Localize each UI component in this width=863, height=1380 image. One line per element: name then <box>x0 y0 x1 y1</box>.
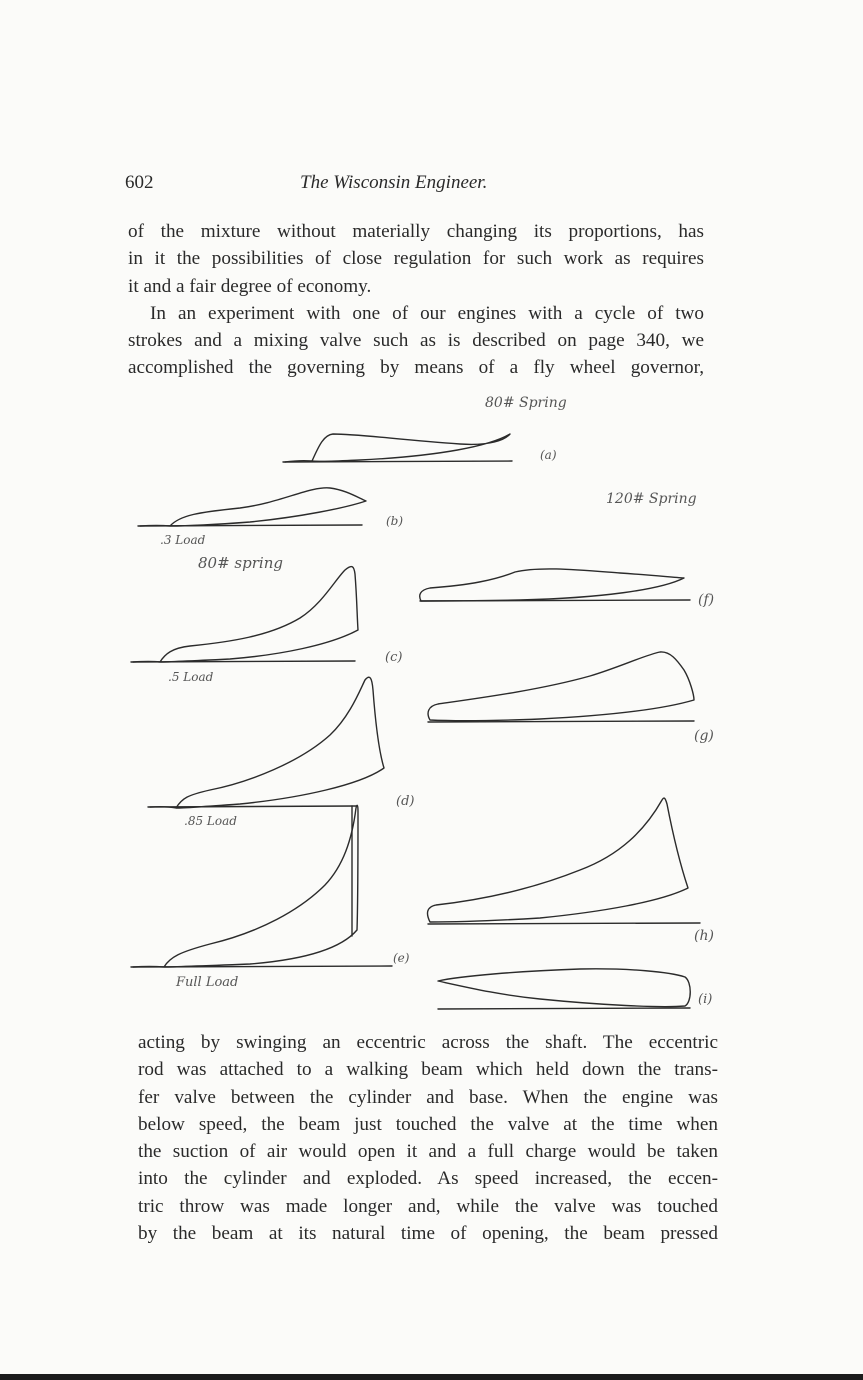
diagram-label-a: (a) <box>540 448 557 462</box>
running-title: The Wisconsin Engineer. <box>300 172 488 193</box>
annotation-load-e: Full Load <box>176 975 239 990</box>
diagram-label-b: (b) <box>386 514 404 528</box>
text-line: strokes and a mixing valve such as is described on page 340, we <box>128 330 704 352</box>
bottom-paragraph <box>138 1029 718 1247</box>
annotation-spring-80-left: 80# spring <box>198 554 283 572</box>
indicator-diagram-a <box>283 434 512 462</box>
text-line: it and a fair degree of economy. <box>128 275 372 297</box>
text-line: tric throw was made longer and, while the valve was touched <box>138 1195 718 1217</box>
text-line: by the beam at its natural time of opening, the beam pressed <box>138 1223 718 1245</box>
annotation-spring-120: 120# Spring <box>606 491 697 507</box>
diagram-label-h: (h) <box>694 928 714 944</box>
text-line: below speed, the beam just touched the valve at the time when <box>138 1113 718 1135</box>
page-bottom-edge <box>0 1374 863 1380</box>
text-line: in it the possibilities of close regulation for such work as requires <box>128 248 704 270</box>
indicator-diagram-f <box>420 569 690 601</box>
text-line: acting by swinging an eccentric across the shaft. The eccentric <box>138 1032 718 1053</box>
text-line: of the mixture without materially changing its proportions, has <box>128 221 704 242</box>
annotation-load-c: .5 Load <box>168 670 214 684</box>
text-line: accomplished the governing by means of a fly wheel governor, <box>128 357 704 379</box>
diagram-label-f: (f) <box>698 592 715 608</box>
diagram-label-c: (c) <box>385 650 403 665</box>
indicator-diagram-d <box>148 677 384 808</box>
text-line: into the cylinder and exploded. As speed increased, the eccen- <box>138 1168 718 1190</box>
diagram-label-g: (g) <box>694 728 714 744</box>
annotation-load-b: .3 Load <box>160 533 206 547</box>
indicator-diagram-e <box>131 805 392 967</box>
indicator-diagram-c <box>131 567 358 662</box>
text-line: rod was attached to a walking beam which held down the trans- <box>138 1059 718 1081</box>
diagram-label-i: (i) <box>698 992 713 1007</box>
page-header <box>125 172 715 202</box>
indicator-diagram-i <box>438 969 690 1009</box>
annotation-spring-80-top: 80# Spring <box>485 395 567 411</box>
text-line: the suction of air would open it and a full charge would be taken <box>138 1141 718 1163</box>
diagram-label-e: (e) <box>393 951 410 965</box>
text-line: fer valve between the cylinder and base. When the engine was <box>138 1086 718 1108</box>
indicator-diagram-h <box>428 798 700 924</box>
indicator-diagram-g <box>428 652 694 722</box>
top-paragraph <box>128 218 704 382</box>
indicator-diagram-b <box>138 488 366 526</box>
annotation-load-d: .85 Load <box>184 814 237 828</box>
page-number: 602 <box>125 172 154 193</box>
indicator-diagrams-figure <box>0 385 863 1025</box>
diagram-label-d: (d) <box>396 794 415 809</box>
text-line: In an experiment with one of our engines with a cycle of two <box>150 302 704 324</box>
